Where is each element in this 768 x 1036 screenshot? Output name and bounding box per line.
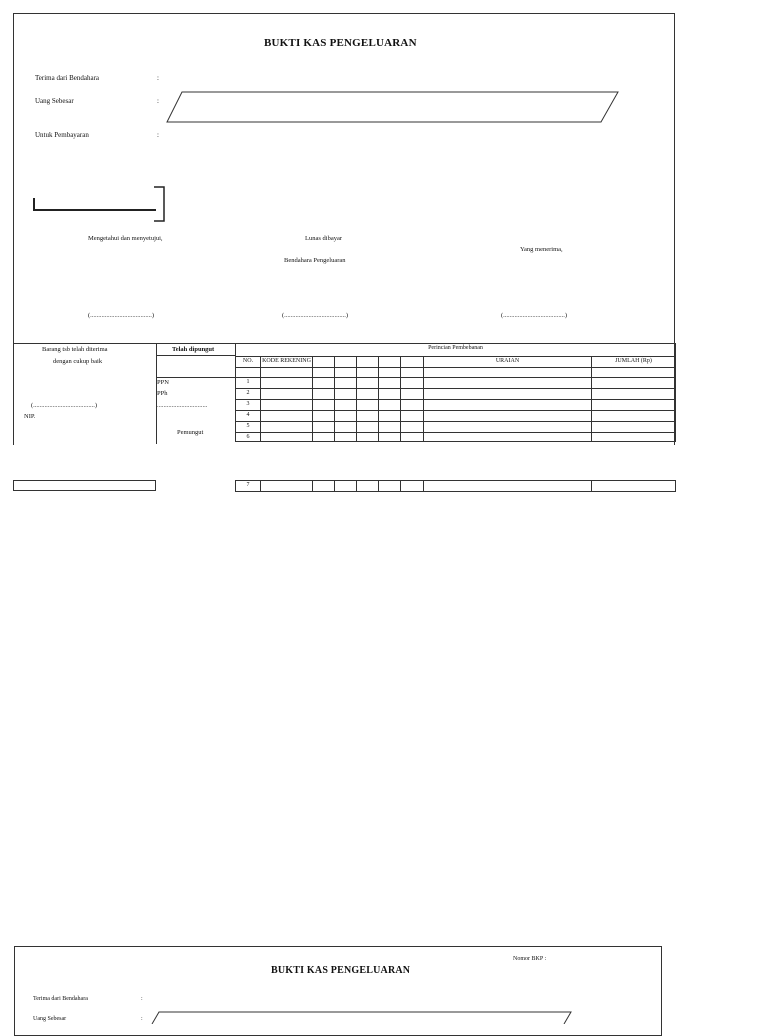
amount-box[interactable] xyxy=(165,90,621,124)
details-header: Perincian Pembebanan xyxy=(236,344,676,357)
amount-label: Uang Sebesar xyxy=(35,97,74,105)
last-row-left-cell xyxy=(13,480,156,491)
table-row: 3 xyxy=(236,400,676,411)
details-table-last-row xyxy=(235,480,676,492)
col-no: NO. xyxy=(236,357,261,368)
receiver-signature: (......................................) xyxy=(501,312,568,319)
nip-label: NIP. xyxy=(24,413,36,420)
table-row: 5 xyxy=(236,422,676,433)
amount-bracket xyxy=(30,183,172,225)
amount-colon-2: : xyxy=(141,1016,143,1022)
tax-amount-dotted: ............................... xyxy=(157,402,208,409)
received-from-colon-2: : xyxy=(141,996,143,1002)
table-row: 1 xyxy=(236,378,676,389)
received-from-label: Terima dari Bendahara xyxy=(35,74,100,82)
taxed-sub-line xyxy=(156,377,235,378)
col-amount: JUMLAH (Rp) xyxy=(592,357,676,368)
pph-label: PPh xyxy=(157,390,168,397)
treasurer-signature: (......................................) xyxy=(282,312,349,319)
approval-label: Mengetahui dan menyetujui, xyxy=(88,235,163,242)
bkp-number-label: Nomor BKP : xyxy=(513,956,547,962)
amount-box-2[interactable] xyxy=(150,1010,574,1024)
amount-colon: : xyxy=(157,97,159,105)
col-description: URAIAN xyxy=(424,357,592,368)
ppn-label: PPN xyxy=(157,379,169,386)
table-row: 6 xyxy=(236,433,676,442)
table-row: 4 xyxy=(236,411,676,422)
payment-for-label: Untuk Pembayaran xyxy=(35,131,89,139)
details-table xyxy=(235,343,676,442)
goods-received-line2: dengan cukup baik xyxy=(53,358,103,365)
received-from-colon: : xyxy=(157,74,159,82)
approval-signature: (......................................) xyxy=(88,312,155,319)
table-row: 2 xyxy=(236,389,676,400)
paid-label: Lunas dibayar xyxy=(305,235,343,242)
form-title: BUKTI KAS PENGELUARAN xyxy=(264,37,417,49)
form-title-2: BUKTI KAS PENGELUARAN xyxy=(271,965,411,976)
goods-received-section xyxy=(13,343,156,444)
goods-received-line1: Barang tsb telah diterima xyxy=(42,346,108,353)
table-row: 7 xyxy=(236,481,676,492)
received-from-label-2: Terima dari Bendahara xyxy=(33,996,88,1002)
taxed-header-line xyxy=(156,355,235,356)
payment-for-colon: : xyxy=(157,131,159,139)
col-account: KODE REKENING xyxy=(261,357,313,368)
treasurer-label: Bendahara Pengeluaran xyxy=(284,257,346,264)
taxed-header: Telah dipungut xyxy=(172,346,215,353)
receiver-label: Yang menerima, xyxy=(520,246,563,253)
goods-signature: (......................................) xyxy=(31,402,98,409)
collector-label: Pemungut xyxy=(177,429,204,436)
amount-label-2: Uang Sebesar xyxy=(33,1016,67,1022)
